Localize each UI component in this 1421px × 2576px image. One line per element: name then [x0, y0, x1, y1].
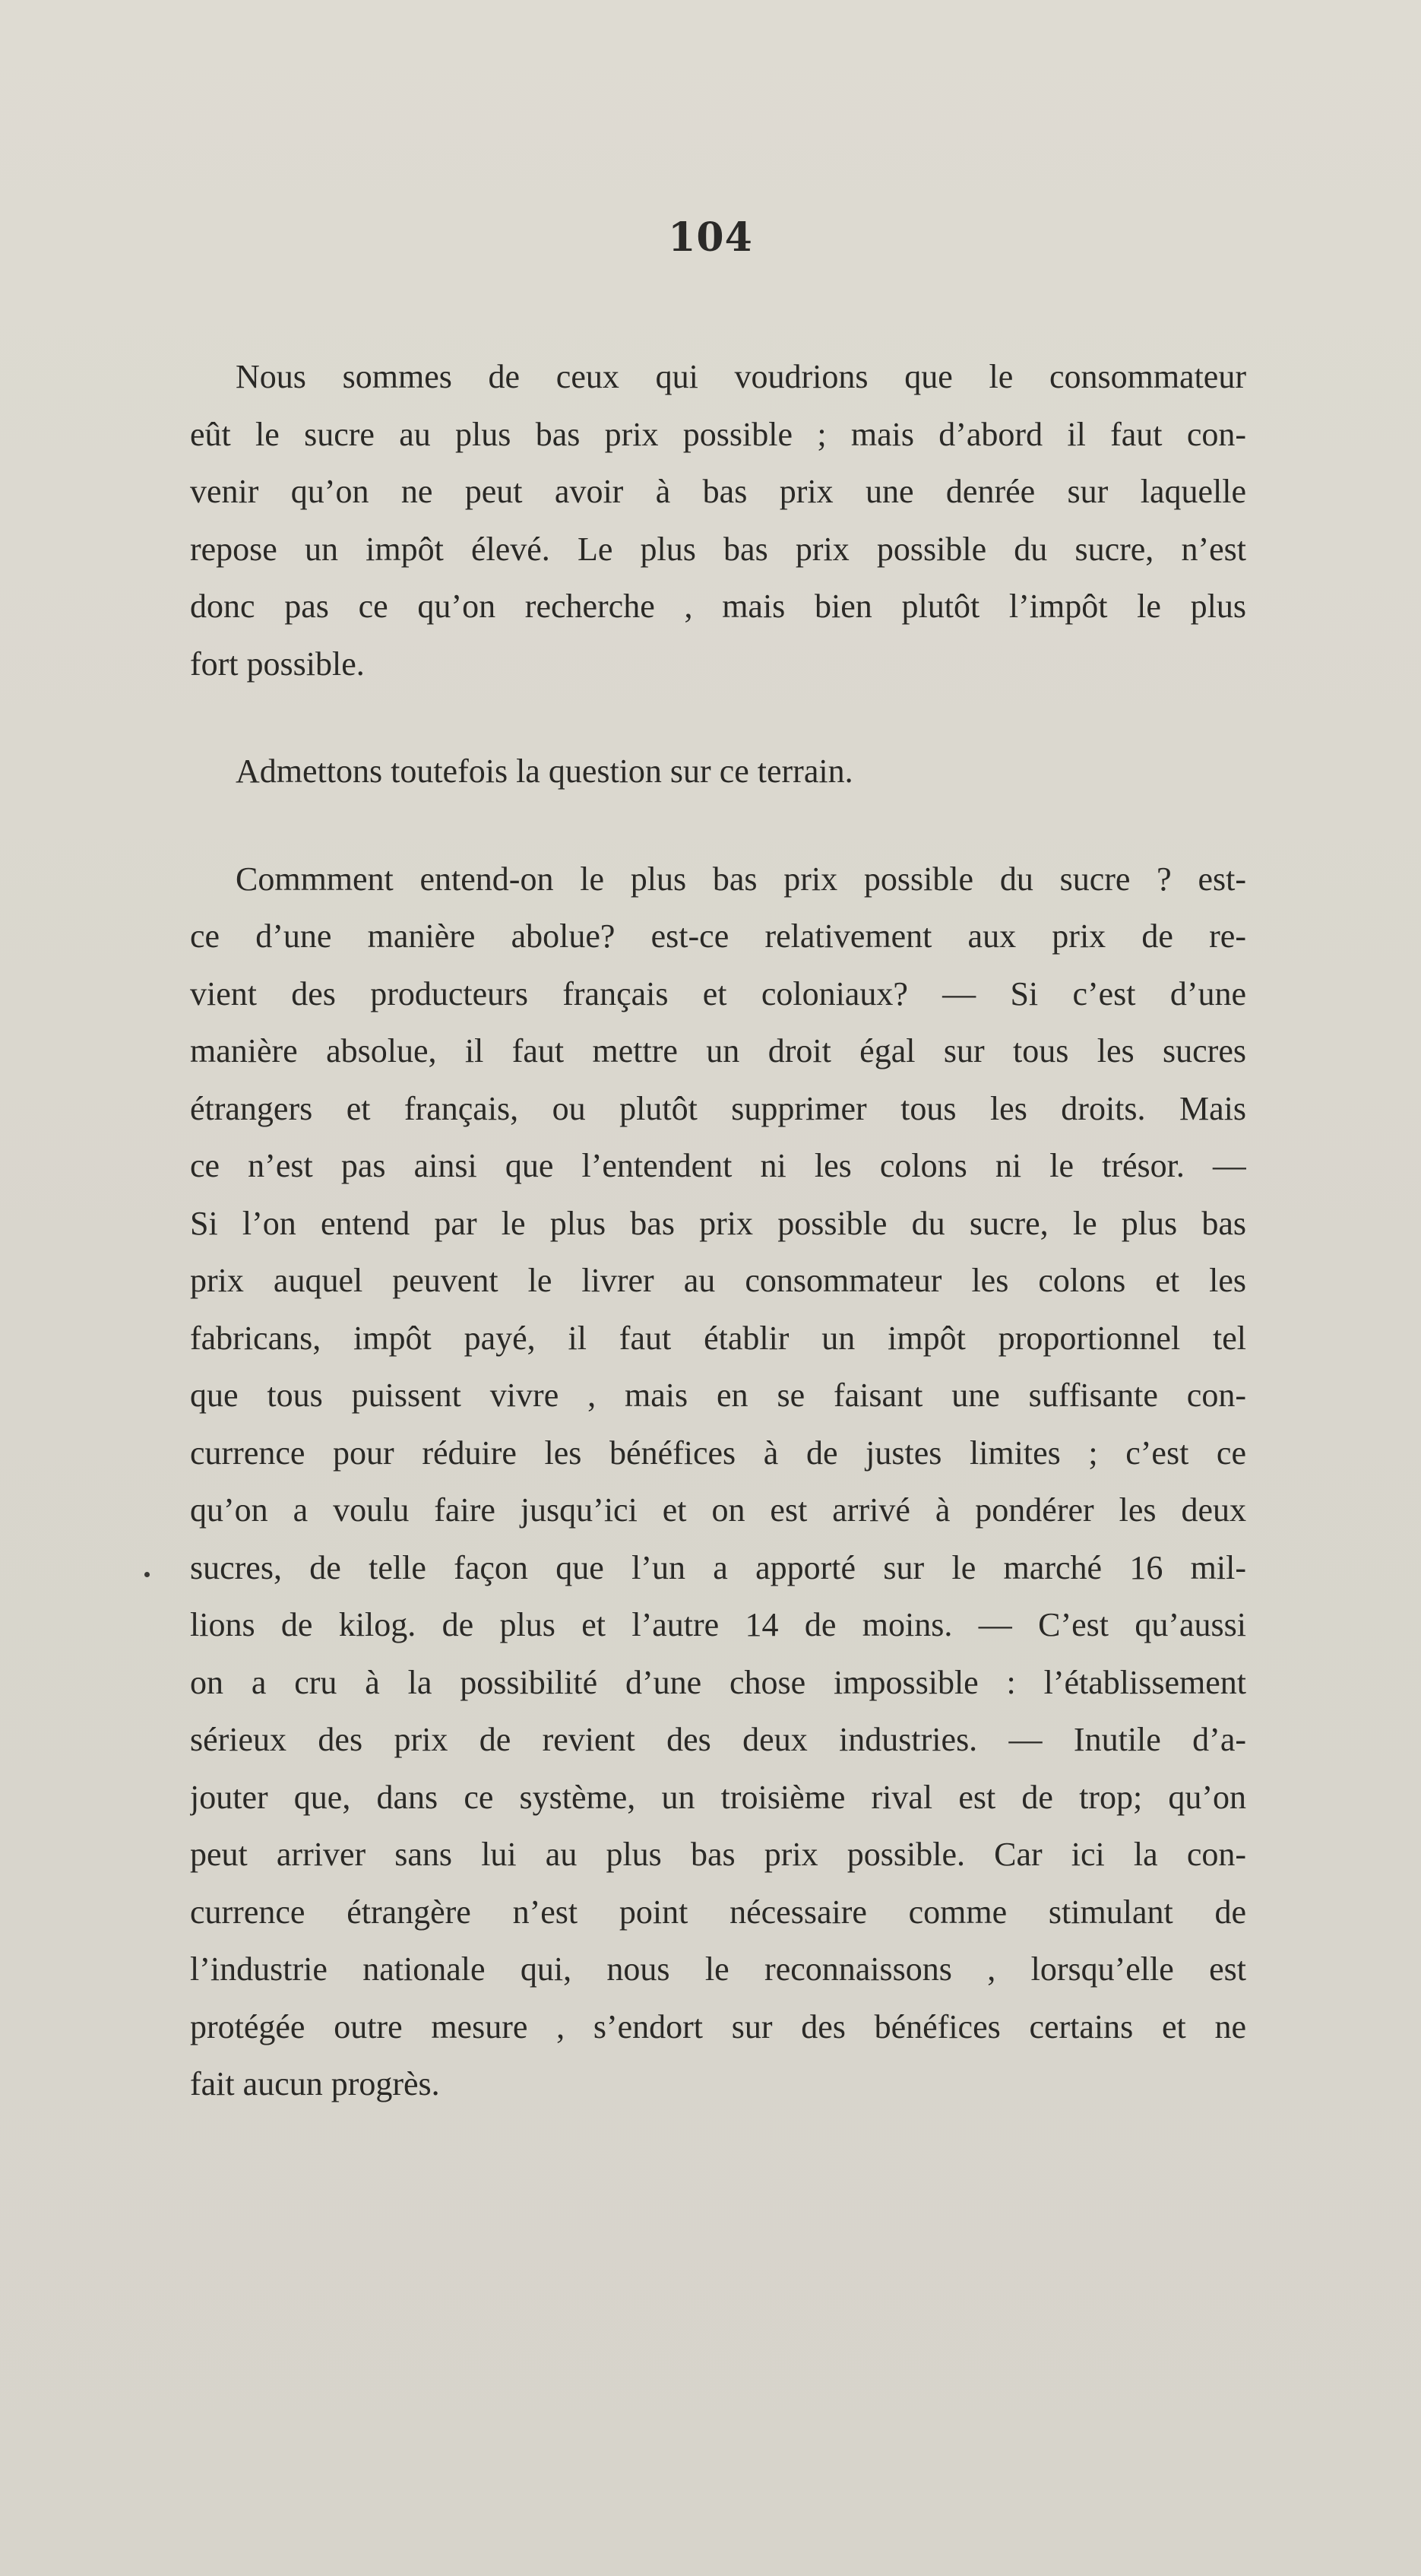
- text-line: venir qu’on ne peut avoir à bas prix une denrée sur laquelle: [190, 473, 1246, 510]
- text-line: Si l’on entend par le plus bas prix possible du sucre, le plus bas: [190, 1204, 1246, 1242]
- text-line: sucres, de telle façon que l’un a apporté sur le marché 16 mil-: [190, 1548, 1246, 1586]
- text-line: lions de kilog. de plus et l’autre 14 de moins. — C’est qu’aussi: [190, 1606, 1246, 1643]
- paragraph-1: [190, 348, 1246, 692]
- text-line: qu’on a voulu faire jusqu’ici et on est arrivé à pondérer les deux: [190, 1491, 1246, 1529]
- text-line: protégée outre mesure , s’endort sur des bénéfices certains et ne: [190, 2007, 1246, 2045]
- paragraph-3: [190, 851, 1246, 2113]
- text-line: Admettons toutefois la question sur ce terrain.: [236, 753, 853, 790]
- text-line: on a cru à la possibilité d’une chose impossible : l’établissement: [190, 1663, 1246, 1701]
- text-line: repose un impôt élevé. Le plus bas prix possible du sucre, n’est: [190, 530, 1246, 568]
- margin-mark: [144, 1572, 150, 1577]
- text-line: currence pour réduire les bénéfices à de justes limites ; c’est ce: [190, 1434, 1246, 1472]
- text-line: fort possible.: [190, 645, 365, 683]
- text-line: manière absolue, il faut mettre un droit égal sur tous les sucres: [190, 1032, 1246, 1069]
- text-line: currence étrangère n’est point nécessaire comme stimulant de: [190, 1893, 1246, 1931]
- text-line: vient des producteurs français et coloniaux? — Si c’est d’une: [190, 974, 1246, 1012]
- text-line: fabricans, impôt payé, il faut établir un impôt proportionnel tel: [190, 1319, 1246, 1357]
- text-line: peut arriver sans lui au plus bas prix possible. Car ici la con-: [190, 1836, 1246, 1873]
- text-line: fait aucun progrès.: [190, 2065, 440, 2102]
- text-line: ce n’est pas ainsi que l’entendent ni les colons ni le trésor. —: [190, 1147, 1246, 1184]
- text-line: donc pas ce qu’on recherche , mais bien plutôt l’impôt le plus: [190, 588, 1246, 625]
- text-line: que tous puissent vivre , mais en se faisant une suffisante con-: [190, 1377, 1246, 1414]
- text-line: eût le sucre au plus bas prix possible ; mais d’abord il faut con-: [190, 415, 1246, 453]
- paragraph-2: [190, 743, 1246, 800]
- text-line: Commment entend-on le plus bas prix possible du sucre ? est-: [236, 860, 1246, 898]
- text-line: Nous sommes de ceux qui voudrions que le consommateur: [236, 358, 1246, 395]
- text-line: étrangers et français, ou plutôt supprimer tous les droits. Mais: [190, 1089, 1246, 1127]
- text-line: prix auquel peuvent le livrer au consommateur les colons et les: [190, 1262, 1246, 1299]
- text-line: ce d’une manière abolue? est-ce relativement aux prix de re-: [190, 917, 1246, 955]
- text-line: jouter que, dans ce système, un troisième rival est de trop; qu’on: [190, 1778, 1246, 1816]
- text-line: sérieux des prix de revient des deux industries. — Inutile d’a-: [190, 1721, 1246, 1758]
- page-number: 104: [668, 214, 753, 261]
- body-text: [190, 348, 1246, 2113]
- text-line: l’industrie nationale qui, nous le reconnaissons , lorsqu’elle est: [190, 1950, 1246, 1988]
